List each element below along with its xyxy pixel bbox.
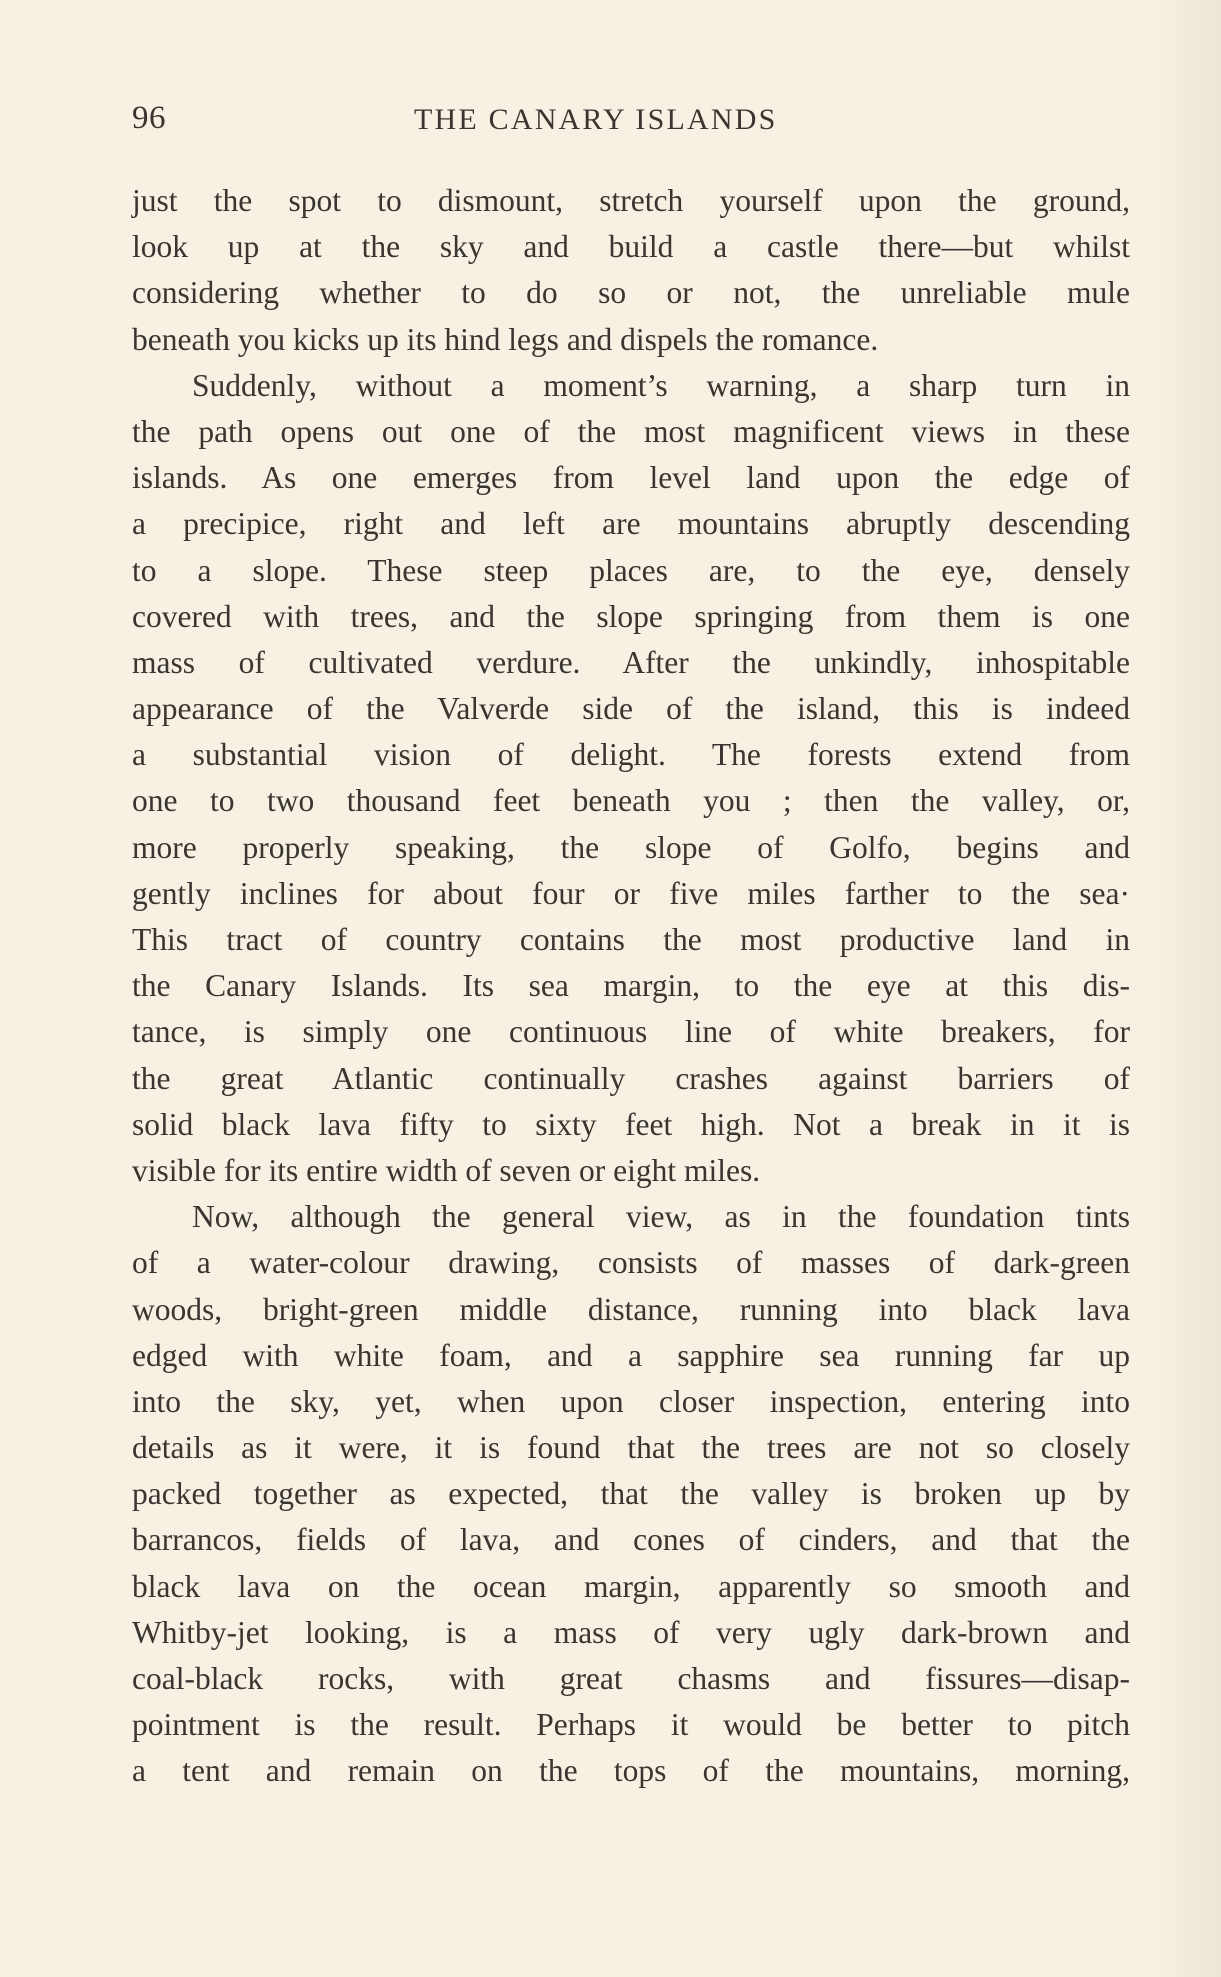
text-line: the great Atlantic continually crashes against barriers of: [132, 1060, 1130, 1096]
text-line: beneath you kicks up its hind legs and dispels the romance.: [132, 321, 879, 357]
text-line: covered with trees, and the slope springing from them is one: [132, 598, 1130, 634]
text-line: mass of cultivated verdure. After the unkindly, inhospitable: [132, 644, 1130, 680]
text-line: to a slope. These steep places are, to the eye, densely: [132, 552, 1130, 588]
running-title: THE CANARY ISLANDS: [414, 103, 778, 136]
text-line: visible for its entire width of seven or eight miles.: [132, 1152, 761, 1188]
body-text: [132, 178, 1130, 1795]
text-line: a substantial vision of delight. The forests extend from: [132, 737, 1130, 773]
text-line: woods, bright-green middle distance, running into black lava: [132, 1291, 1130, 1327]
text-line: islands. As one emerges from level land upon the edge of: [132, 460, 1130, 496]
text-line: This tract of country contains the most productive land in: [132, 922, 1130, 957]
text-line: Now, although the general view, as in the foundation tints: [192, 1199, 1130, 1235]
text-line: packed together as expected, that the valley is broken up by: [132, 1476, 1130, 1512]
text-line: Whitby-jet looking, is a mass of very ugly dark-brown and: [132, 1614, 1130, 1650]
text-line: edged with white foam, and a sapphire sea running far up: [132, 1337, 1130, 1373]
text-line: Suddenly, without a moment’s warning, a sharp turn in: [192, 367, 1130, 403]
text-line: coal-black rocks, with great chasms and fissures—disap-: [132, 1661, 1130, 1696]
running-head: [132, 100, 1132, 150]
text-line: a tent and remain on the tops of the mountains, morning,: [132, 1753, 1130, 1789]
text-line: tance, is simply one continuous line of white breakers, for: [132, 1014, 1130, 1050]
text-line: pointment is the result. Perhaps it would be better to pitch: [132, 1707, 1130, 1743]
text-line: solid black lava fifty to sixty feet high. Not a break in it is: [132, 1106, 1130, 1142]
text-line: details as it were, it is found that the trees are not so closely: [132, 1430, 1130, 1466]
text-line: appearance of the Valverde side of the island, this is indeed: [132, 691, 1130, 727]
text-line: the Canary Islands. Its sea margin, to the eye at this dis-: [132, 968, 1130, 1004]
text-line: just the spot to dismount, stretch yourself upon the ground,: [132, 183, 1130, 218]
text-line: more properly speaking, the slope of Golfo, begins and: [132, 829, 1130, 865]
text-line: one to two thousand feet beneath you ; then the valley, or,: [132, 783, 1130, 819]
text-line: barrancos, fields of lava, and cones of cinders, and that the: [132, 1522, 1130, 1558]
text-line: of a water-colour drawing, consists of masses of dark-green: [132, 1245, 1130, 1281]
text-line: gently inclines for about four or five miles farther to the sea·: [132, 875, 1130, 911]
text-line: a precipice, right and left are mountains abruptly descending: [132, 506, 1130, 542]
text-line: look up at the sky and build a castle there—but whilst: [132, 229, 1130, 265]
text-line: black lava on the ocean margin, apparently so smooth and: [132, 1568, 1130, 1604]
text-line: into the sky, yet, when upon closer inspection, entering into: [132, 1383, 1130, 1419]
page-number: 96: [132, 100, 166, 136]
text-line: the path opens out one of the most magnificent views in these: [132, 413, 1130, 449]
text-line: considering whether to do so or not, the unreliable mule: [132, 275, 1130, 311]
